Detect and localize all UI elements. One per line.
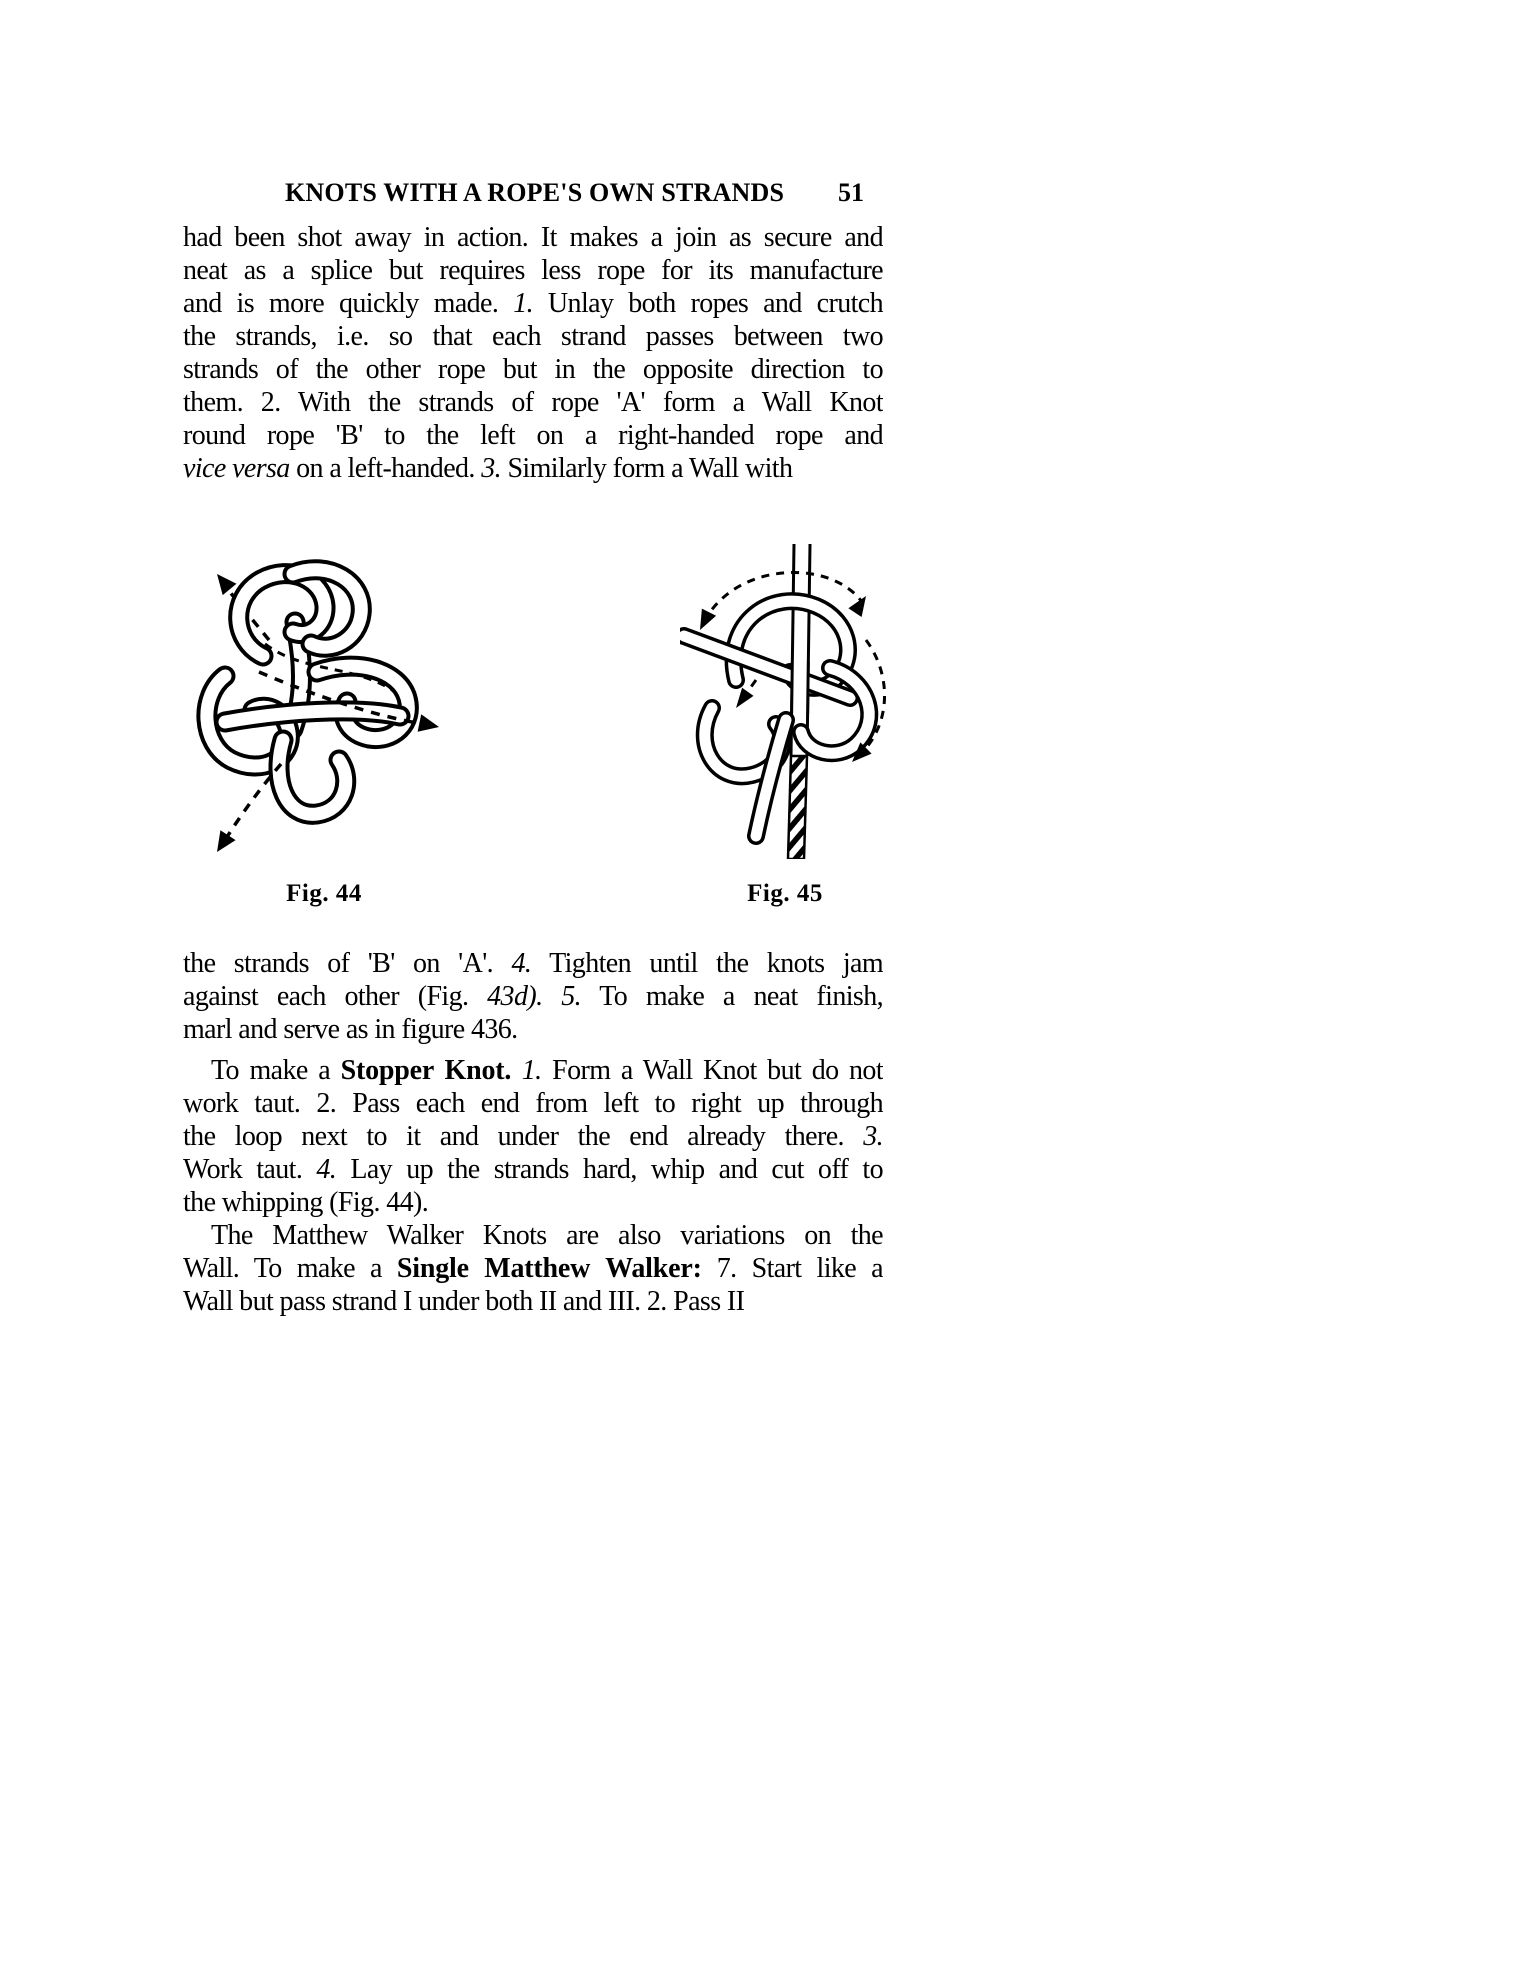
page-number: 51 [838,178,864,207]
text-segment: 4. [316,1154,337,1185]
paragraph [183,1219,883,1318]
text-segment: Wall but pass strand I under both II and III. 2. Pass II [183,1286,745,1317]
text-line [183,1186,883,1219]
paragraph [183,221,883,485]
body-text-upper [183,221,883,485]
text-segment [511,1055,522,1086]
text-segment: Similarly form a Wall with [501,453,793,484]
text-segment: 3. [863,1121,883,1152]
text-line [183,254,883,287]
paragraph [183,1054,883,1219]
text-line [183,1252,883,1285]
rope-strands [684,601,869,836]
text-segment: neat as a splice but requires less rope for its manufacture [183,255,883,286]
text-line [183,1120,883,1153]
text-segment: strands of the other rope but in the opposite direction to [183,354,883,385]
figure-44-illustration [195,544,453,859]
text-line [183,221,883,254]
text-line [183,1153,883,1186]
text-line [183,1219,883,1252]
figure-45 [680,544,890,907]
text-line [183,386,883,419]
standing-rope-over-segment [792,662,809,714]
figure-45-illustration [680,544,890,859]
figure-45-caption: Fig. 45 [747,880,823,907]
text-segment: the whipping (Fig. 44). [183,1187,429,1218]
figure-44-caption: Fig. 44 [286,880,362,907]
text-segment: against each other (Fig. [183,981,488,1012]
text-segment: Unlay both ropes and crutch [533,288,883,319]
text-segment: Wall. To make a [183,1253,397,1284]
text-line [183,1285,883,1318]
running-title: KNOTS WITH A ROPE'S OWN STRANDS [285,178,785,207]
text-segment: Tighten until the knots jam [531,948,883,979]
text-line [183,353,883,386]
text-segment: work taut. 2. Pass each end from left to right up through [183,1088,883,1119]
text-segment: To make a neat finish, [581,981,883,1012]
text-segment: the strands of 'B' on 'A'. [183,948,512,979]
text-segment: Single Matthew Walker: [396,1253,702,1284]
text-segment: the strands, i.e. so that each strand passes between two [183,321,883,352]
text-segment: 1. [513,288,534,319]
text-segment: and is more quickly made. [183,288,514,319]
body-text-lower [183,947,883,1318]
text-segment: vice versa [183,453,290,484]
text-line [183,1013,883,1046]
text-segment: Stopper Knot. [340,1055,512,1086]
text-segment: Lay up the strands hard, whip and cut off to [336,1154,883,1185]
text-segment: on a left-handed. [289,453,482,484]
text-segment: The Matthew Walker Knots are also variations on the [211,1220,883,1251]
text-line [183,287,883,320]
text-segment: To make a [211,1055,341,1086]
text-segment: had been shot away in action. It makes a join as secure and [183,222,883,253]
page-header [183,179,883,207]
text-line [183,1054,883,1087]
paragraph [183,947,883,1046]
text-segment: them. 2. With the strands of rope 'A' form a Wall Knot [183,387,883,418]
text-segment: marl and serve as in figure 436. [183,1014,518,1045]
text-segment: 3. [481,453,502,484]
text-segment: 4. [511,948,532,979]
text-segment: the loop next to it and under the end already there. [183,1121,864,1152]
text-line [183,320,883,353]
figure-44 [195,544,453,907]
text-line [183,947,883,980]
text-line [183,1087,883,1120]
text-segment: 5. [561,981,582,1012]
text-segment: 7. Start like a [701,1253,883,1284]
standing-rope-hatched-end [788,756,807,859]
text-line [183,980,883,1013]
text-segment [542,981,561,1012]
figures-row [183,544,883,919]
text-segment: round rope 'B' to the left on a right-handed rope and [183,420,883,451]
text-line [183,419,883,452]
text-segment: Form a Wall Knot but do not [541,1055,883,1086]
text-segment: 1. [521,1055,542,1086]
text-segment: 43d). [487,981,543,1012]
text-segment: Work taut. [183,1154,317,1185]
text-line [183,452,883,485]
text-column [183,0,883,1980]
